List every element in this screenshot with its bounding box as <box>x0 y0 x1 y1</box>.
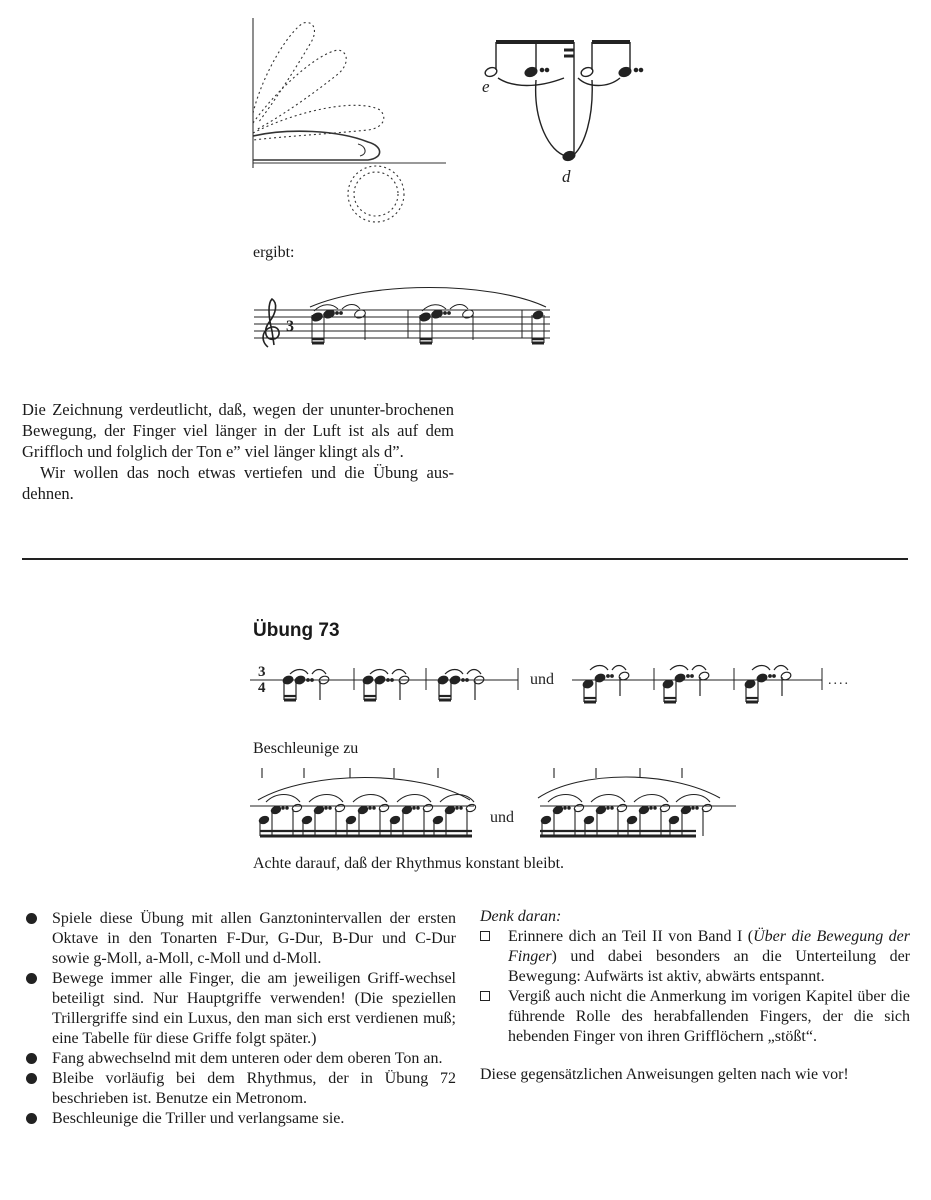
exercise-rhythm-line-1 <box>250 656 880 708</box>
note-label-e: e <box>482 77 490 96</box>
note-label-d: d <box>562 167 571 186</box>
accelerated-rhythm-line <box>250 762 740 846</box>
ergibt-meter: 3 <box>286 318 294 335</box>
und-label-1: und <box>530 671 554 688</box>
section-divider <box>22 558 908 560</box>
accelerate-label: Beschleunige zu <box>253 740 359 757</box>
reminder-item: Vergiß auch nicht die Anmerkung im vorigen Kapitel über die führende Rolle des herabfallenden Fingers, der die sich hebenden Finger von ihren Grifflöchern „stößt“. <box>480 987 910 1047</box>
reminder-item: Erinnere dich an Teil II von Band I (Über die Bewegung der Finger) und dabei besonders an die Unterteilung der Bewegung: Aufwärts ist aktiv, abwärts entspannt. <box>480 927 910 987</box>
und-label-2: und <box>490 809 514 826</box>
instruction-list <box>24 909 456 1129</box>
reminder-closing: Diese gegensätzlichen Anweisungen gelten nach wie vor! <box>480 1066 849 1083</box>
instruction-item: Fang abwechselnd mit dem unteren oder dem oberen Ton an. <box>24 1049 456 1069</box>
finger-movement-illustration <box>248 18 448 230</box>
instruction-item: Beschleunige die Triller und verlangsame sie. <box>24 1109 456 1129</box>
bullet-icon <box>26 1113 37 1124</box>
instruction-item: Spiele diese Übung mit allen Ganztonintervallen der ersten Oktave in den Tonarten F-Dur, G-Dur, B-Dur und C-Dur sowie g-Moll, a-Moll, c-Moll und d-Moll. <box>24 909 456 969</box>
bullet-icon <box>26 1073 37 1084</box>
instruction-item: Bleibe vorläufig bei dem Rhythmus, der in Übung 72 beschrieben ist. Benutze ein Metronom. <box>24 1069 456 1109</box>
rhythm-note: Achte darauf, daß der Rhythmus konstant bleibt. <box>253 855 565 872</box>
reminder-heading: Denk daran: <box>480 908 562 925</box>
bullet-icon <box>26 1053 37 1064</box>
checkbox-icon <box>480 991 490 1001</box>
exercise-title: Übung 73 <box>253 620 340 641</box>
explanation-p2: Wir wollen das noch etwas vertiefen und die Übung aus-dehnen. <box>22 463 454 503</box>
ergibt-staff <box>250 285 560 363</box>
trill-rhythm-figure <box>478 32 668 192</box>
bullet-icon <box>26 913 37 924</box>
time-signature-top: 3 <box>258 664 266 680</box>
ergibt-label: ergibt: <box>253 244 295 261</box>
explanation-paragraph <box>22 399 454 504</box>
time-signature-bottom: 4 <box>258 680 266 696</box>
instruction-item: Bewege immer alle Finger, die am jeweiligen Griff-wechsel beteiligt sind. Nur Hauptgriffe verwenden! (Die speziellen Trillergriffe sind ein Luxus, den man sich erst verdienen muß; eine Tabelle für diese Griffe folgt später.) <box>24 969 456 1049</box>
continuation-ellipsis: .... <box>828 673 850 688</box>
bullet-icon <box>26 973 37 984</box>
reminder-list <box>480 927 910 1047</box>
explanation-p1: Die Zeichnung verdeutlicht, daß, wegen der ununter-brochenen Bewegung, der Finger viel länger in der Luft ist als auf dem Griffloch und folglich der Ton e” viel länger klingt als d”. <box>22 400 454 461</box>
reminder-box <box>480 907 910 1085</box>
checkbox-icon <box>480 931 490 941</box>
